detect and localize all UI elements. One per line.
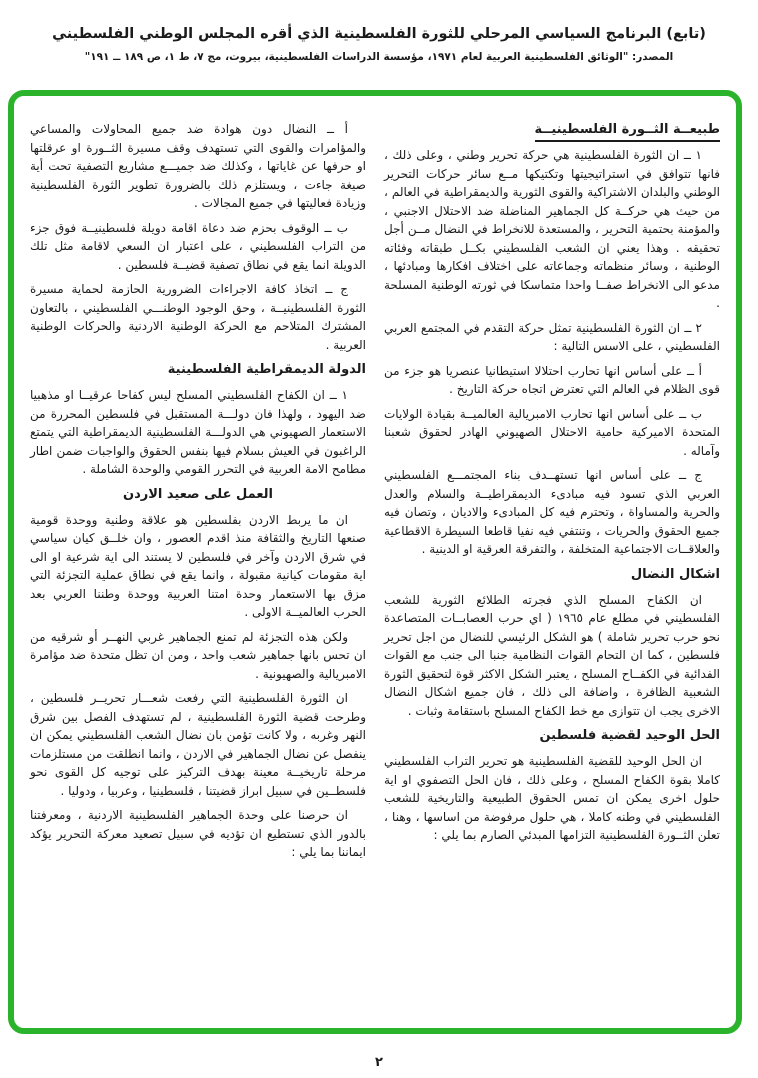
paragraph-revolution-1: ١ ــ ان الثورة الفلسطينية هي حركة تحرير وطني ، وعلى ذلك ، فانها تتوافق في استراتيجيتها وتكتيكها مــع سائر حركات التحرير الوطني والبلدان الاشتراكية والقوى الثورية والديمقراطية في العالم ، من حيث هي حركــة كل الجماهير المناضلة ضد الاحتلال الاجنبي ، والمؤمنة بحتمية التحرير ، والمستعدة للانخراط في النضال مــن أجل تحقيقه . وهذا يعني ان الشعب الفلسطيني بكــل طبقاته وفئاته الوطنية ، وسائر منظماته وجماعاته على اختلاف افكارها ومبادئها ، مدعو الى الانخراط صفــا واحدا متماسكا في ثورته الوطنية المسلحة . bbox=[384, 148, 720, 310]
source-line: المصدر: "الوثائق الفلسطينية العربية لعام ١٩٧١، مؤسسة الدراسات الفلسطينية، بيروت، مج ٧، ط ١، ص ١٨٩ ــ ١٩١" bbox=[84, 51, 674, 64]
paragraph-commitment-c: ج ــ اتخاذ كافة الاجراءات الضرورية الحازمة لحماية مسيرة الثورة الفلسطينيــة ، وحق الوجود الوطنـــي الفلسطيني ، بالتعاون المشترك المتلاحم مع الحركة الوطنية الاردنية والحركات الوطنية العربية . bbox=[30, 282, 366, 352]
paragraph-basis-a: أ ــ على أساس انها تحارب احتلالا استيطانيا عنصريا هو جزء من قوى الظلام في العالم التي تعترض اتجاه حركة التاريخ . bbox=[384, 363, 720, 396]
column-right bbox=[384, 120, 720, 1018]
paragraph-basis-b: ب ــ على أساس انها تحارب الامبريالية العالميــة بقيادة الولايات المتحدة الاميركية حامية الاحتلال الصهيوني الهادر لحقوق شعبنا وآماله . bbox=[384, 406, 720, 458]
paragraph-basis-c: ج ــ على أساس انها تستهــدف بناء المجتمـــع الفلسطيني العربي الذي تسود فيه مبادىء الديمقراطيــة والسلام والعدل والحرية والمساواة ، وتحترم فيه كل المبادىء والاديان ، وتصان فيه جميع الحقوق والحريات ، وتنتفي فيه نفيا قاطعا السيطرة الاقطاعية والعلاقــات الاجتماعية المتخلفة ، والتفرقة العرقية او الدينية . bbox=[384, 468, 720, 556]
page-number: ٢ bbox=[375, 1055, 383, 1070]
paragraph-democratic-state: ١ ــ ان الكفاح الفلسطيني المسلح ليس كفاحا عرقيــا او مذهبيا ضد اليهود ، ولهذا فان دولـــة المستقبل في فلسطين المحررة من الاستعمار الصهيوني هي الدولـــة الفلسطينية الديمقراطية التي يتمتع الراغبون في العيش بسلام فيها بنفس الحقوق والواجبات ضمن اطار مطامح الامة العربية في التحرر القومي والوحدة الشاملة . bbox=[30, 388, 366, 476]
section-heading-only-solution: الحل الوحيد لقضية فلسطين bbox=[539, 728, 720, 743]
section-heading-nature-of-revolution bbox=[384, 120, 720, 140]
section-heading-democratic-state: الدولة الديمقراطية الفلسطينية bbox=[167, 362, 366, 377]
page-header bbox=[0, 24, 758, 63]
paragraph-commitment-a: أ ــ النضال دون هوادة ضد جميع المحاولات والمساعي والمؤامرات والقوى التي تستهدف وقف مسيرة الثــورة او عرقلتها او حرفها عن غاياتها ، وكذلك ضد جميـــع مشاريع التصفية تحت أية صيغة جاءت ، ويستلزم ذلك بالضرورة تطوير الثورة الفلسطينية وزيادة فعاليتها في جميع المجالات . bbox=[30, 122, 366, 210]
paragraph-revolution-2: ٢ ــ ان الثورة الفلسطينية تمثل حركة التقدم في المجتمع العربي الفلسطيني ، على الاسس التالية : bbox=[384, 320, 720, 353]
paragraph-jordan-2: ولكن هذه التجزئة لم تمنع الجماهير غربي النهــر أو شرقيه من ان تحس بانها جماهير شعب واحد ، ومن ان تظل متحدة ضد مؤامرة الامبريالية والصهيونية . bbox=[30, 629, 366, 681]
section-heading-jordan-level: العمل على صعيد الاردن bbox=[122, 486, 273, 502]
paragraph-jordan-3: ان الثورة الفلسطينية التي رفعت شعـــار تحريــر فلسطين ، وطرحت قضية الثورة الفلسطينية ، لم تستهدف الفصل بين شرق النهر وغربه ، ولا كانت تؤمن بان نضال الشعب الفلسطيني يمكن ان ينفصل عن نضال الجماهير في الاردن ، وانما انطلقت من مستلزمات مرحلة تاريخيــة معينة بهدف التركيز على توجيه كل القوى نحو فلسطــين في سبيل ابراز قضيتنا ، فلسطينيا ، وعربيا ، ودوليا . bbox=[30, 691, 366, 798]
green-content-frame bbox=[8, 90, 742, 1034]
paragraph-commitment-b: ب ــ الوقوف بحزم ضد دعاة اقامة دويلة فلسطينيــة فوق جزء من التراب الفلسطيني ، على اعتبار ان السعي لاقامة مثل تلك الدويلة انما يقع في نطاق تصفية قضيــة فلسطين . bbox=[30, 220, 366, 272]
section-heading-forms-of-struggle: اشكال النضال bbox=[630, 566, 720, 582]
paragraph-only-solution: ان الحل الوحيد للقضية الفلسطينية هو تحرير التراب الفلسطيني كاملا بقوة الكفاح المسلح ، وعلى ذلك ، فان الحل التصفوي او اية حلول اخرى يمكن ان تمس الحقوق الطبيعية والتاريخية للشعب الفلسطيني في وطنه كاملا ، هي حلول مرفوضة من اساسها ، وهنا ، تعلن الثــورة الفلسطينية التزامها المبدئي الصارم بما يلي : bbox=[384, 754, 720, 842]
paragraph-jordan-1: ان ما يربط الاردن بفلسطين هو علاقة وطنية ووحدة قومية صنعها التاريخ والثقافة منذ اقدم العصور ، وان خلــق كيان سياسي في شرق الاردن وآخر في فلسطين لا يستند الى اية شرعية او الى اية مقومات كيانية مقبولة ، وانما يقع في نطاق عملية التجزئة التي مزق بها الاستعمار وحدة امتنا العربية ووحدة وطننا العربي بعد الحرب العالميــة الاولى . bbox=[30, 512, 366, 619]
paragraph-jordan-4: ان حرصنا على وحدة الجماهير الفلسطينية الاردنية ، ومعرفتنا بالدور الذي تستطيع ان تؤديه في سبيل تصعيد معركة التحرير يؤكد ايماننا بما يلي : bbox=[30, 808, 366, 859]
column-left bbox=[30, 120, 366, 1018]
section-heading-nature-text: طبيعــة الثــورة الفلسطينيــة bbox=[535, 122, 720, 142]
page-title: (تابع) البرنامج السياسي المرحلي للثورة الفلسطينية الذي أقره المجلس الوطني الفلسطيني bbox=[52, 26, 706, 42]
two-column-text bbox=[14, 96, 736, 1028]
paragraph-armed-struggle: ان الكفاح المسلح الذي فجرته الطلائع الثورية للشعب الفلسطيني في مطلع عام ١٩٦٥ ( اي حرب العصابــات المتصاعدة نحو حرب تحرير شاملة ) هو الشكل الرئيسي للنضال من اجل تحرير فلسطين ، كما ان التحام القوات النظامية جنبا الى جنب مع القوات الفدائية في الكفــاح المسلح ، يعتبر الشكل الاكثر قوة لتحقيق الثورة الشعبية الظافرة ، واضافة الى ذلك ، فان جميع اشكال النضال الاخرى يجب ان تتوازى مع خط الكفاح المسلح باستقامة وثبات . bbox=[384, 592, 720, 718]
